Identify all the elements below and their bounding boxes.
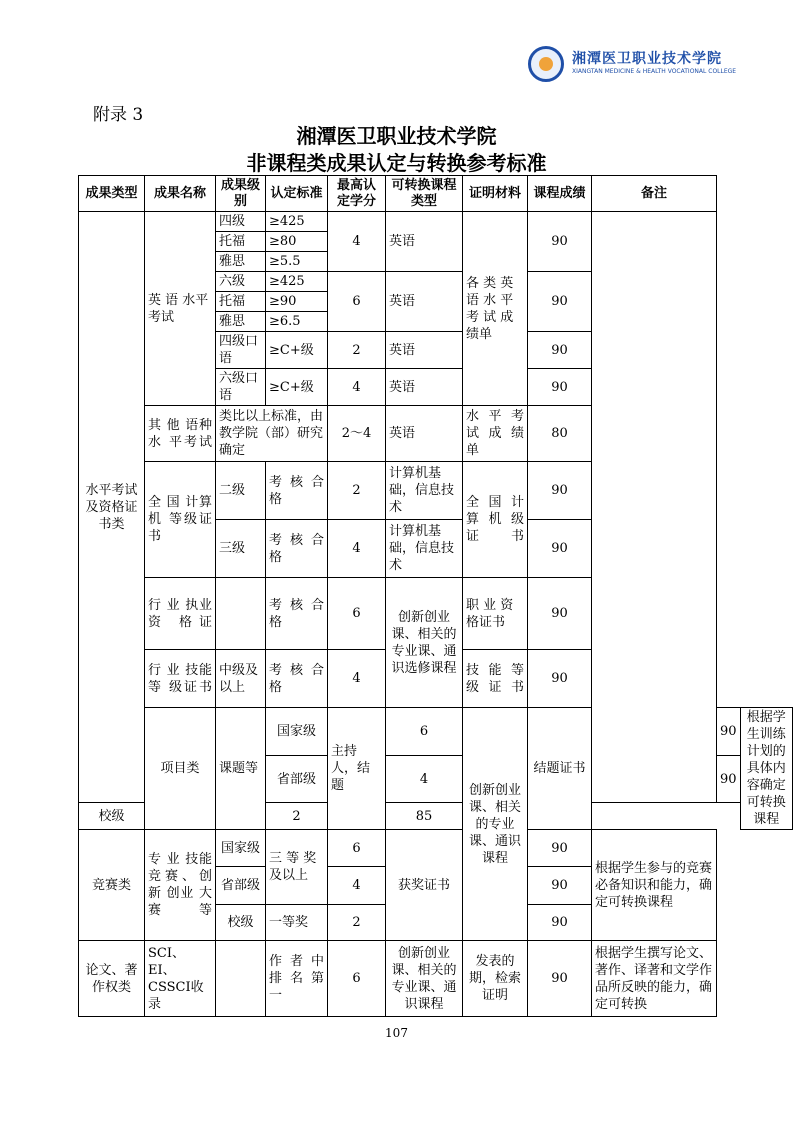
header-standard: 认定标准 <box>266 176 328 212</box>
cell: 90 <box>528 867 592 905</box>
cell: 2 <box>328 462 386 520</box>
logo-chinese-name: 湘潭医卫职业技术学院 <box>572 51 722 67</box>
cell: 根据学生参与的竞赛必备知识和能力，确定可转换课程 <box>592 830 717 941</box>
cell: ≥C+级 <box>266 369 328 406</box>
cell: 专 业 技能竞赛、创 新 创业 大 赛等 <box>145 830 216 941</box>
cell: 英语 <box>386 272 463 332</box>
cell: 2 <box>328 905 386 941</box>
cell: ≥425 <box>266 272 328 292</box>
cell: 90 <box>528 520 592 578</box>
header-proof: 证明材料 <box>463 176 528 212</box>
cell: 职 业 资格证书 <box>463 578 528 650</box>
cell: 6 <box>328 272 386 332</box>
cell: 英语 <box>386 369 463 406</box>
header-type: 成果类型 <box>79 176 145 212</box>
college-logo <box>528 44 737 86</box>
cell: 中级及以上 <box>216 650 266 708</box>
cell: 4 <box>328 867 386 905</box>
cell: 4 <box>328 212 386 272</box>
cell: 发表的期，检索证明 <box>463 941 528 1017</box>
cell: 根据学生训练计划的具体内容确定可转换课程 <box>740 708 792 830</box>
cell: 创新创业课、相关的专业课、通识课程 <box>386 941 463 1017</box>
cell: 行 业 执业 资 格证 <box>145 578 216 650</box>
cell: 三 等 奖及以上 <box>266 830 328 905</box>
cell: 主持人，结题 <box>328 708 386 830</box>
cell: 80 <box>528 406 592 462</box>
cell: 各 类 英语 水 平考 试 成绩单 <box>463 212 528 406</box>
conversion-standard-table <box>78 175 793 1017</box>
table-row <box>79 212 793 232</box>
cell: 托福 <box>216 292 266 312</box>
cell: 考 核 合格 <box>266 520 328 578</box>
cell: ≥5.5 <box>266 252 328 272</box>
cell: 考 核 合格 <box>266 650 328 708</box>
cell: 校级 <box>216 905 266 941</box>
cell: ≥80 <box>266 232 328 252</box>
cell: 获奖证书 <box>386 830 463 941</box>
cell: 课题等 <box>216 708 266 830</box>
cell: 校级 <box>79 803 145 830</box>
cell: 项目类 <box>145 708 216 830</box>
cell: 六级口语 <box>216 369 266 406</box>
cell: 85 <box>386 803 463 830</box>
document-title: 湘潭医卫职业技术学院 <box>296 124 497 148</box>
cell <box>216 578 266 650</box>
cell: 英 语 水平考试 <box>145 212 216 406</box>
document-subtitle: 非课程类成果认定与转换参考标准 <box>246 151 547 175</box>
cell: 4 <box>328 650 386 708</box>
cell: 90 <box>528 578 592 650</box>
cell: 90 <box>528 462 592 520</box>
cell: 计算机基础，信息技术 <box>386 462 463 520</box>
cell: 六级 <box>216 272 266 292</box>
cell: 考 核 合格 <box>266 462 328 520</box>
table-header-row <box>79 176 793 212</box>
cell: 6 <box>328 941 386 1017</box>
cell: 90 <box>528 369 592 406</box>
cell: 根据学生撰写论文、著作、译著和文学作品所反映的能力，确定可转换 <box>592 941 717 1017</box>
cell: 4 <box>386 755 463 803</box>
cell: 省部级 <box>266 755 328 803</box>
cell: 三级 <box>216 520 266 578</box>
cell: 论文、著作权类 <box>79 941 145 1017</box>
cell: 4 <box>328 369 386 406</box>
cell: 水 平 考试 成 绩单 <box>463 406 528 462</box>
cell: 水平考试及资格证书类 <box>79 212 145 803</box>
cell: 其 他 语种 水 平考试 <box>145 406 216 462</box>
cell: 英语 <box>386 406 463 462</box>
cell: 省部级 <box>216 867 266 905</box>
cell: 6 <box>328 830 386 867</box>
appendix-label: 附录 3 <box>93 105 144 125</box>
table-row <box>79 941 793 1017</box>
cell: ≥90 <box>266 292 328 312</box>
cell: 类比以上标准，由教学院（部）研究确定 <box>216 406 328 462</box>
cell: 国家级 <box>266 708 328 756</box>
page-number: 107 <box>385 1026 408 1040</box>
cell: 国家级 <box>216 830 266 867</box>
cell: 90 <box>528 272 592 332</box>
cell: 托福 <box>216 232 266 252</box>
cell: 创新创业课、相关的专业课、通识选修课程 <box>386 578 463 708</box>
cell: 四级口语 <box>216 332 266 369</box>
college-emblem-icon <box>528 46 564 82</box>
cell: 雅思 <box>216 312 266 332</box>
cell: 2 <box>328 332 386 369</box>
cell: 雅思 <box>216 252 266 272</box>
cell: 竞赛类 <box>79 830 145 941</box>
header-remark: 备注 <box>592 176 717 212</box>
cell: 90 <box>528 212 592 272</box>
cell: ≥425 <box>266 212 328 232</box>
cell: 一等奖 <box>266 905 328 941</box>
cell: 考 核 合格 <box>266 578 328 650</box>
cell: 作 者 中排 名 第一 <box>266 941 328 1017</box>
cell <box>592 212 717 803</box>
cell: 4 <box>328 520 386 578</box>
cell: 2 <box>266 803 328 830</box>
cell: 6 <box>328 578 386 650</box>
cell: 英语 <box>386 212 463 272</box>
cell: 6 <box>386 708 463 756</box>
cell: 四级 <box>216 212 266 232</box>
cell: 技 能 等级证书 <box>463 650 528 708</box>
cell: 90 <box>528 941 592 1017</box>
cell: 2～4 <box>328 406 386 462</box>
cell: 结题证书 <box>528 708 592 830</box>
cell: 英语 <box>386 332 463 369</box>
header-level: 成果级别 <box>216 176 266 212</box>
cell <box>216 941 266 1017</box>
cell: 90 <box>717 708 741 756</box>
cell: 90 <box>717 755 741 803</box>
header-credit: 最高认定学分 <box>328 176 386 212</box>
logo-english-name: XIANGTAN MEDICINE & HEALTH VOCATIONAL COLLEGE <box>572 68 737 75</box>
cell: 创新创业课、相关的专业课、通识课程 <box>463 708 528 941</box>
cell: SCI、EI、CSSCI收录 <box>145 941 216 1017</box>
header-course: 可转换课程类型 <box>386 176 463 212</box>
header-grade: 课程成绩 <box>528 176 592 212</box>
cell: 全 国 计算 机 级证书 <box>463 462 528 578</box>
cell: 二级 <box>216 462 266 520</box>
cell: ≥6.5 <box>266 312 328 332</box>
cell: 计算机基础，信息技术 <box>386 520 463 578</box>
cell: 行 业 技能 等 级证书 <box>145 650 216 708</box>
cell: 90 <box>528 830 592 867</box>
cell: ≥C+级 <box>266 332 328 369</box>
cell: 90 <box>528 905 592 941</box>
cell: 全 国 计算 机 等级证书 <box>145 462 216 578</box>
cell: 90 <box>528 332 592 369</box>
cell: 90 <box>528 650 592 708</box>
table-row <box>79 830 793 867</box>
header-name: 成果名称 <box>145 176 216 212</box>
